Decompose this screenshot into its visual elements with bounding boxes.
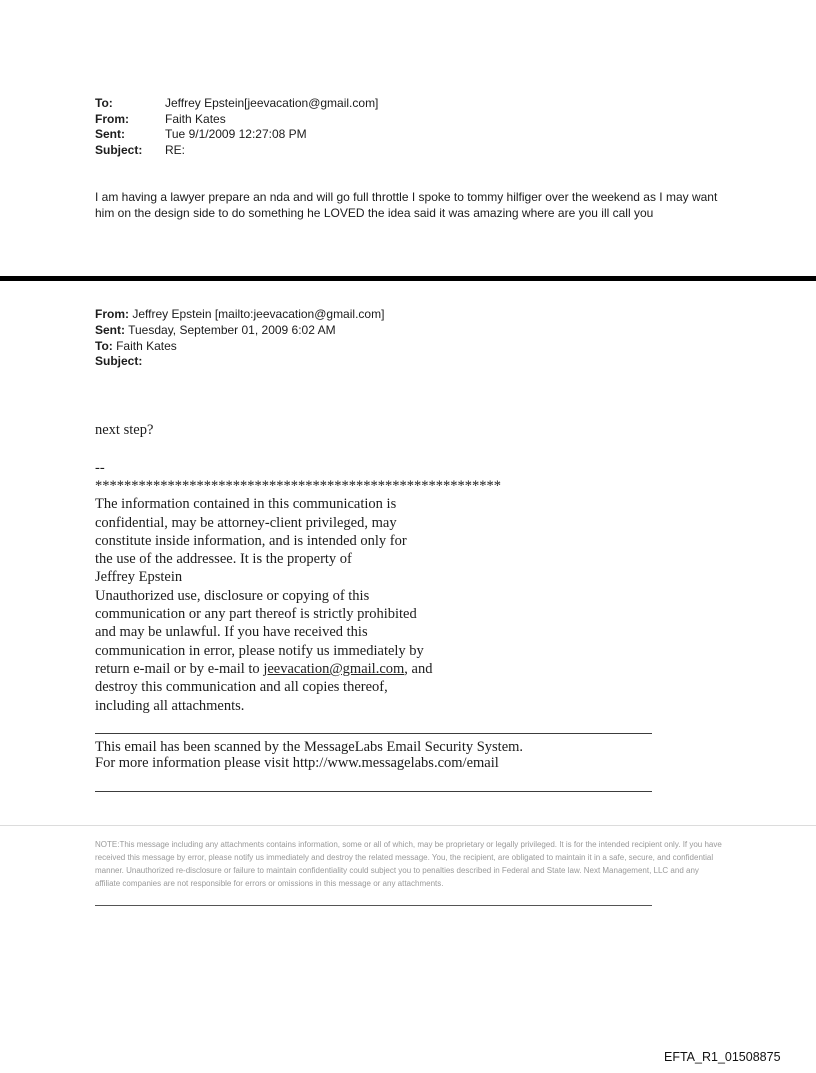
separator-line-bottom: [95, 791, 652, 792]
quoted-header-label-sent: Sent:: [95, 322, 125, 337]
quoted-header-row-subject: [95, 354, 816, 370]
disclaimer-line: the use of the addressee. It is the property of: [95, 551, 352, 568]
disclaimer-line: communication or any part thereof is strictly prohibited: [95, 606, 417, 623]
disclaimer-line: communication in error, please notify us immediately by: [95, 642, 424, 659]
footer-separator-line: [95, 905, 652, 906]
quoted-header-row-sent: [95, 323, 816, 339]
header-label-sent: Sent:: [95, 127, 125, 141]
disclaimer-line: including all attachments.: [95, 697, 245, 714]
separator-line-top: [95, 733, 652, 734]
legal-note: NOTE:This message including any attachments contains information, some or all of which, may be proprietary or legally privileged. It is for the intended recipient only. If you have received this message by error, please notify us immediately and destroy the related message. You, the recipient, are obligated to maintain it in a safe, secure, and confidential manner. Unauthorized re-disclosure or failure to maintain confidentiality could subject you to penalties described in Federal and State law. Next Management, LLC and any affiliate companies are not responsible for errors or omissions in this message or any attachments.: [95, 839, 722, 888]
header-label-subject: Subject:: [95, 142, 143, 157]
disclaimer-line: destroy this communication and all copies thereof,: [95, 679, 388, 696]
email-header: [95, 96, 816, 158]
disclaimer-line: confidential, may be attorney-client privileged, may: [95, 514, 397, 531]
footer-gray-divider: [0, 825, 816, 826]
confidentiality-disclaimer: [95, 477, 655, 715]
quoted-body-line: next step?: [95, 422, 154, 438]
quoted-header-value-sent: Tuesday, September 01, 2009 6:02 AM: [125, 322, 336, 337]
disclaimer-link-pre: return e-mail or by e-mail to: [95, 660, 264, 677]
header-value-from: Faith Kates: [165, 111, 226, 126]
disclaimer-link-post: , and: [404, 660, 433, 677]
disclaimer-link-line: [95, 660, 655, 678]
header-label-from: From:: [95, 111, 129, 126]
quoted-header-row-from: [95, 307, 816, 323]
disclaimer-line: constitute inside information, and is intended only for: [95, 532, 407, 549]
email-body: I am having a lawyer prepare an nda and will go full throttle I spoke to tommy hilfiger over the weekend as I may want him on the design side to do something he LOVED the idea said it was amazing where are you ill call you: [95, 190, 718, 220]
signature-dashes: --: [95, 460, 105, 476]
quoted-header-label-subject: Subject:: [95, 354, 143, 369]
scan-notice: [95, 739, 816, 772]
quoted-header-label-to: To:: [95, 338, 113, 353]
thick-divider: [0, 276, 816, 281]
scan-notice-line-1: This email has been scanned by the MessageLabs Email Security System.: [95, 738, 524, 755]
header-value-to: Jeffrey Epstein[jeevacation@gmail.com]: [165, 96, 379, 110]
disclaimer-line: Jeffrey Epstein: [95, 569, 183, 586]
jeevacation-email-link[interactable]: jeevacation@gmail.com: [263, 660, 405, 677]
quoted-header-row-to: [95, 339, 816, 355]
scan-notice-line-2: For more information please visit http://www.messagelabs.com/email: [95, 755, 499, 772]
header-value-sent: Tue 9/1/2009 12:27:08 PM: [165, 127, 307, 141]
quoted-header-value-from: Jeffrey Epstein [mailto:jeevacation@gmail.com]: [129, 307, 385, 322]
disclaimer-line: The information contained in this communication is: [95, 496, 397, 513]
header-label-to: To:: [95, 96, 113, 110]
quoted-header-value-to: Faith Kates: [112, 338, 177, 353]
header-value-subject: RE:: [165, 142, 186, 157]
asterisk-line: ********************************************************: [95, 478, 501, 494]
bates-number: EFTA_R1_01508875: [664, 1050, 781, 1064]
quoted-email-header: [95, 307, 816, 370]
disclaimer-line: Unauthorized use, disclosure or copying of this: [95, 587, 370, 604]
quoted-header-label-from: From:: [95, 307, 129, 322]
disclaimer-line: and may be unlawful. If you have received this: [95, 624, 368, 641]
